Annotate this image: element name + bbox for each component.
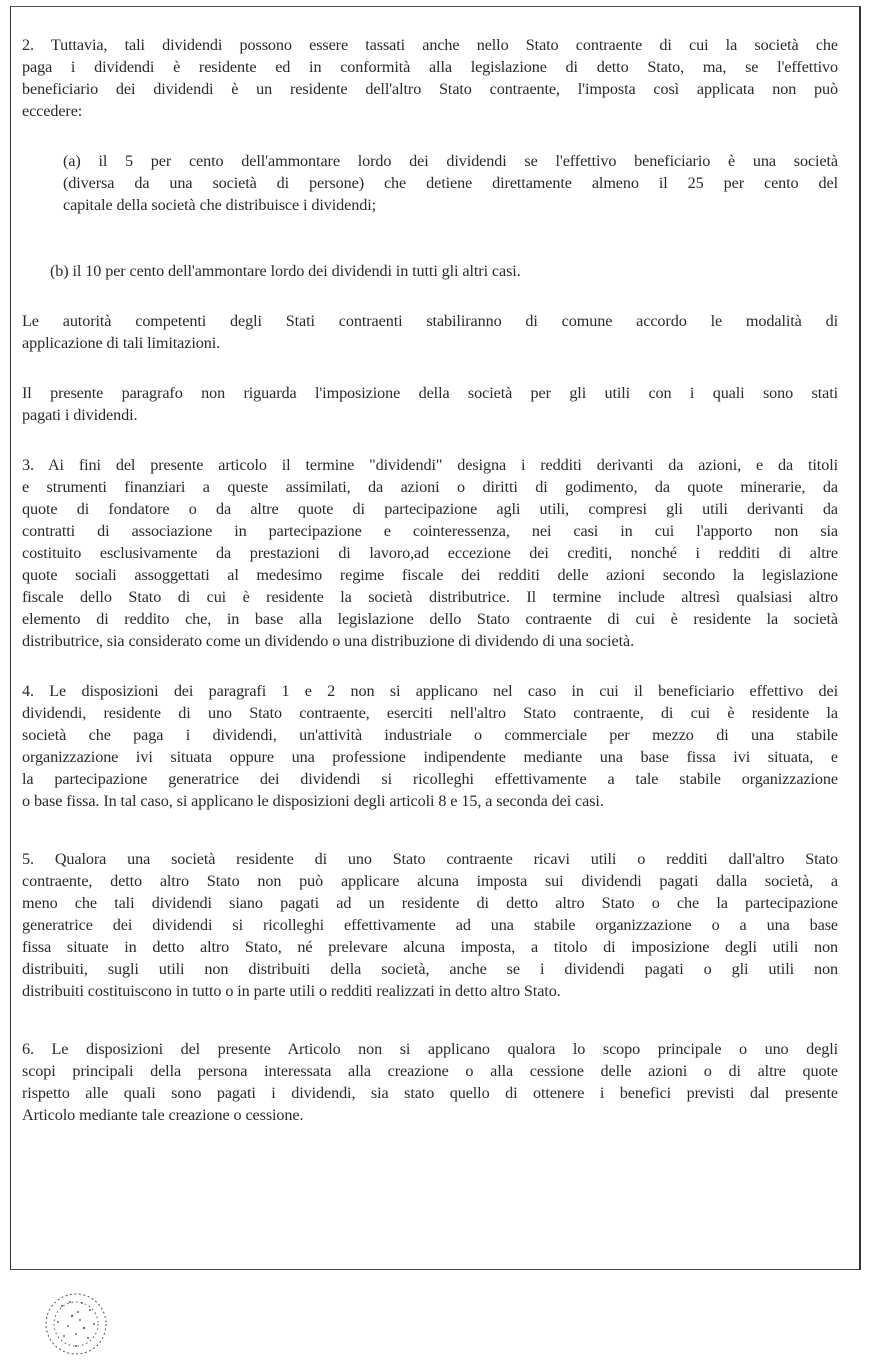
- paragraph-gap: [22, 122, 838, 150]
- paragraph-2a: [22, 150, 838, 216]
- text-line: Articolo mediante tale creazione o cessione.: [22, 1106, 304, 1124]
- text-line: dividendi, residente di uno Stato contraente, eserciti nell'altro Stato contraente, di cui è residente la: [22, 704, 838, 722]
- paragraph-gap: [22, 812, 838, 848]
- text-line: scopi principali della persona interessata alla creazione o alla cessione delle azioni o di altre quote: [22, 1062, 838, 1080]
- text-line: 6. Le disposizioni del presente Articolo non si applicano qualora lo scopo principale o uno degli: [22, 1040, 838, 1058]
- paragraph-3: [22, 454, 838, 652]
- text-line: quote sociali assoggettati al medesimo regime fiscale dei redditi delle azioni secondo la legislazione: [22, 566, 838, 584]
- text-line: distribuiti, sugli utili non distribuiti della società, anche se i dividendi pagati o gli utili non: [22, 960, 838, 978]
- text-line: (b) il 10 per cento dell'ammontare lordo dei dividendi in tutti gli altri casi.: [50, 262, 521, 280]
- text-line: Le autorità competenti degli Stati contraenti stabiliranno di comune accordo le modalità di: [22, 312, 838, 330]
- text-line: eccedere:: [22, 102, 83, 120]
- text-line: quote di fondatore o da altre quote di partecipazione agli utili, compresi gli utili derivanti da: [22, 500, 838, 518]
- text-line: o base fissa. In tal caso, si applicano le disposizioni degli articoli 8 e 15, a seconda dei casi.: [22, 792, 604, 810]
- paragraph-autorita: [22, 310, 838, 354]
- text-line: 4. Le disposizioni dei paragrafi 1 e 2 non si applicano nel caso in cui il beneficiario effettivo dei: [22, 682, 838, 700]
- official-seal-stamp-icon: [42, 1290, 110, 1358]
- text-line: beneficiario dei dividendi è un residente dell'altro Stato contraente, l'imposta così applicata non può: [22, 80, 838, 98]
- text-line: Il presente paragrafo non riguarda l'imposizione della società per gli utili con i quali sono stati: [22, 384, 838, 402]
- text-line: società che paga i dividendi, un'attività industriale o commerciale per mezzo di una stabile: [22, 726, 838, 744]
- paragraph-presente: [22, 382, 838, 426]
- text-line: 5. Qualora una società residente di uno Stato contraente ricavi utili o redditi dall'altro Stato: [22, 850, 838, 868]
- text-line: capitale della società che distribuisce i dividendi;: [63, 196, 377, 214]
- paragraph-gap: [22, 216, 838, 260]
- text-line: 3. Ai fini del presente articolo il termine "dividendi" designa i redditi derivanti da azioni, e da titoli: [22, 456, 838, 474]
- text-line: pagati i dividendi.: [22, 406, 138, 424]
- paragraph-2: [22, 34, 838, 122]
- text-line: contraente, detto altro Stato non può applicare alcuna imposta sui dividendi pagati dalla società, a: [22, 872, 838, 890]
- text-line: elemento di reddito che, in base alla legislazione dello Stato contraente di cui è residente la società: [22, 610, 838, 628]
- text-line: contratti di associazione in partecipazione e cointeressenza, nei casi in cui l'apporto non sia: [22, 522, 838, 540]
- text-line: organizzazione ivi situata oppure una professione indipendente mediante una base fissa ivi situata, e: [22, 748, 838, 766]
- text-line: paga i dividendi è residente ed in conformità alla legislazione di detto Stato, ma, se l'effettivo: [22, 58, 838, 76]
- text-line: (a) il 5 per cento dell'ammontare lordo dei dividendi se l'effettivo beneficiario è una società: [63, 152, 838, 170]
- text-line: applicazione di tali limitazioni.: [22, 334, 221, 352]
- text-line: generatrice dei dividendi si ricolleghi effettivamente ad una stabile organizzazione o a una base: [22, 916, 838, 934]
- text-line: distributrice, sia considerato come un dividendo o una distribuzione di dividendo di una società.: [22, 632, 635, 650]
- paragraph-gap: [22, 282, 838, 310]
- text-line: e strumenti finanziari a queste assimilati, da azioni o diritti di godimento, da quote minerarie, da: [22, 478, 838, 496]
- document-body: [22, 34, 838, 1126]
- text-line: costituito esclusivamente da prestazioni di lavoro,ad eccezione dei crediti, nonché i redditi di altre: [22, 544, 838, 562]
- paragraph-gap: [22, 354, 838, 382]
- text-line: fiscale dello Stato di cui è residente la società distributrice. Il termine include altresì qualsiasi altro: [22, 588, 838, 606]
- paragraph-6: [22, 1038, 838, 1126]
- text-line: 2. Tuttavia, tali dividendi possono essere tassati anche nello Stato contraente di cui la società che: [22, 36, 838, 54]
- text-line: meno che tali dividendi siano pagati ad un residente di detto altro Stato o che la partecipazione: [22, 894, 838, 912]
- text-line: la partecipazione generatrice dei dividendi si ricolleghi effettivamente a tale stabile organizzazione: [22, 770, 838, 788]
- text-line: rispetto alle quali sono pagati i dividendi, sia stato quello di ottenere i benefici previsti dal presente: [22, 1084, 838, 1102]
- paragraph-4: [22, 680, 838, 812]
- paragraph-gap: [22, 1002, 838, 1038]
- paragraph-gap: [22, 652, 838, 680]
- text-line: fissa situate in detto altro Stato, né prelevare alcuna imposta, a titolo di imposizione degli utili non: [22, 938, 838, 956]
- paragraph-5: [22, 848, 838, 1002]
- paragraph-2b: [22, 260, 838, 282]
- paragraph-gap: [22, 426, 838, 454]
- text-line: (diversa da una società di persone) che detiene direttamente almeno il 25 per cento del: [63, 174, 838, 192]
- text-line: distribuiti costituiscono in tutto o in parte utili o redditi realizzati in detto altro Stato.: [22, 982, 561, 1000]
